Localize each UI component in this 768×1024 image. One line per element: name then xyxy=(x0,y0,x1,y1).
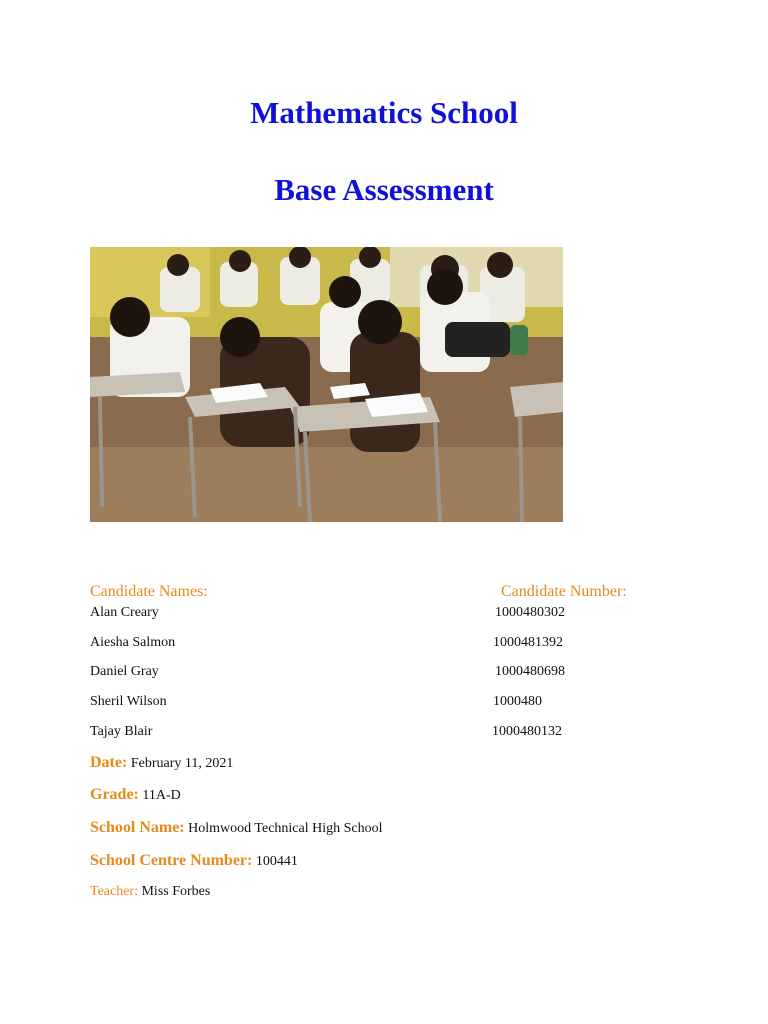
teacher-field xyxy=(90,884,210,900)
date-label: Date: xyxy=(90,754,128,771)
candidate-number: 1000480698 xyxy=(495,664,565,679)
school-centre-value: 100441 xyxy=(255,854,298,869)
candidate-name: Alan Creary xyxy=(90,605,159,620)
candidate-names-header: Candidate Names: xyxy=(90,583,208,600)
school-centre-field xyxy=(90,852,298,870)
school-name-field xyxy=(90,819,383,837)
school-name-value: Holmwood Technical High School xyxy=(188,821,383,836)
candidate-number: 1000480132 xyxy=(492,724,562,739)
document-title: Mathematics School xyxy=(250,95,518,130)
date-field xyxy=(90,754,233,772)
candidate-number-header: Candidate Number: xyxy=(501,583,627,600)
candidate-number: 1000481392 xyxy=(493,635,563,650)
candidate-name: Sheril Wilson xyxy=(90,694,167,709)
candidate-number: 1000480302 xyxy=(495,605,565,620)
teacher-value: Miss Forbes xyxy=(141,884,211,899)
grade-value: 11A-D xyxy=(142,788,181,803)
document-subtitle: Base Assessment xyxy=(274,172,494,207)
candidate-number: 1000480 xyxy=(493,694,542,709)
classroom-photo xyxy=(90,247,563,522)
candidate-name: Daniel Gray xyxy=(90,664,159,679)
teacher-label: Teacher: xyxy=(90,884,138,899)
school-centre-label: School Centre Number: xyxy=(90,852,253,869)
school-name-label: School Name: xyxy=(90,819,185,836)
date-value: February 11, 2021 xyxy=(130,756,234,771)
candidate-name: Aiesha Salmon xyxy=(90,635,176,650)
grade-field xyxy=(90,786,181,804)
grade-label: Grade: xyxy=(90,786,139,803)
candidate-name: Tajay Blair xyxy=(90,724,153,739)
